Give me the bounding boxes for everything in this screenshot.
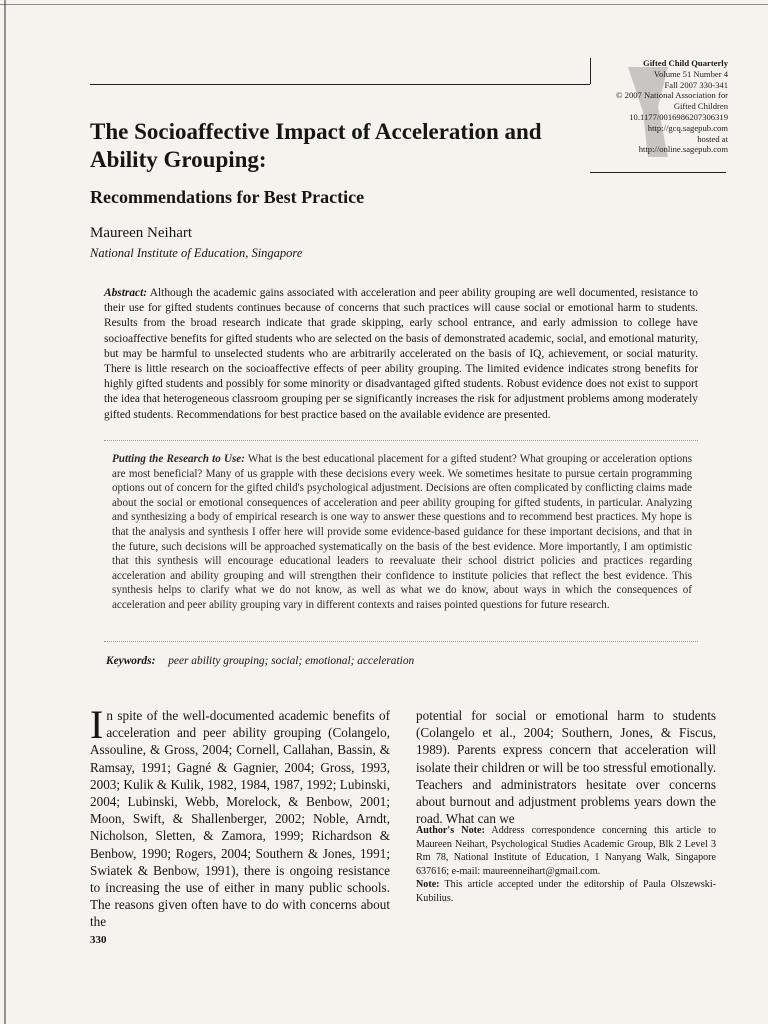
keywords: [106, 655, 414, 667]
article-subtitle: Recommendations for Best Practice: [90, 187, 365, 207]
journal-online-url[interactable]: http://online.sagepub.com: [638, 144, 728, 155]
header-rule-left: [90, 84, 590, 85]
research-to-use-text: What is the best educational placement for a gifted student? What grouping or acceleration options are most beneficial? Many of us grapple with these decisions every week. We sometimes hesitate to pursue certain programming options out of concern for the gifted child's psychological adjustment. Decisions are often complicated by conflicting claims made about the social or emotional consequences of acceleration and peer ability grouping for gifted students, in particular. Analyzing and synthesizing a body of empirical research is one way to answer these questions and to recommend best practices. My hope is that the analysis and synthesis I offer here will provide some evidence-based guidance for these important decisions, and that in the future, such decisions will be approached systematically on the basis of the best evidence. More importantly, I am optimistic that this synthesis will encourage educational leaders to reevaluate their school district policies and practices regarding acceleration and ability grouping and will strengthen their confidence to institute policies that reflect the best evidence. This synthesis helps to clarify what we do not know, as well as what we do know, about ways in which the consequences of acceleration and peer ability grouping vary in different contexts and raises pointed questions for future research.: [112, 453, 693, 611]
author-note-text: Address correspondence concerning this article to Maureen Neihart, Psychological Studies Academic Group, Blk 2 Level 3 Rm 78, National Institute of Education, 1 Nanyang Walk, Singapore 637616; e-mail: maureenneihart@gmail.com.: [416, 825, 717, 877]
note-label: Note:: [416, 879, 440, 891]
body-column-left: [90, 702, 390, 931]
header-rule-right: [590, 172, 726, 173]
journal-name: Gifted Child Quarterly: [643, 58, 728, 68]
journal-hosted: hosted at: [697, 133, 728, 144]
journal-issue: Fall 2007 330-341: [664, 79, 728, 90]
journal-copyright: © 2007 National Association for: [615, 90, 728, 101]
drop-cap: I: [90, 702, 104, 747]
author-note: [416, 824, 716, 906]
abstract: [104, 286, 698, 423]
author-affiliation: National Institute of Education, Singapore: [90, 246, 303, 260]
journal-volume: Volume 51 Number 4: [653, 68, 728, 79]
keywords-text: peer ability grouping; social; emotional; acceleration: [168, 655, 415, 667]
body-column-right: [416, 707, 716, 827]
note-text: This article accepted under the editorship of Paula Olszewski-Kubilius.: [416, 879, 717, 904]
research-to-use: [112, 452, 692, 613]
author-name: Maureen Neihart: [90, 225, 193, 241]
top-scan-line: [0, 4, 768, 5]
page-number: 330: [90, 934, 107, 946]
abstract-label: Abstract:: [104, 287, 148, 299]
journal-info: [578, 58, 728, 155]
journal-url[interactable]: http://gcq.sagepub.com: [647, 122, 728, 133]
journal-doi: 10.1177/0016986207306319: [629, 111, 728, 122]
abstract-text: Although the academic gains associated with acceleration and peer ability grouping are well documented, resistance to their use for gifted students continues because of concerns that such practices will cause social or emotional harm to students. Results from the broad research indicate that grade skipping, early school entrance, and early admission to college have socioaffective benefits for gifted students who are selected on the basis of demonstrated academic, social, and emotional maturity, but may be harmful to unselected students who are arbitrarily accelerated on the basis of IQ, achievement, or social maturity. There is little research on the socioaffective effects of peer ability grouping. The limited evidence indicates strong benefits for highly gifted students and possibly for some minority or disadvantaged gifted students. Robust evidence does not exist to support the idea that heterogeneous classroom grouping per se significantly increases the risk for adjustment problems among moderately gifted students. Recommendations for best practice based on the available evidence are presented.: [104, 287, 699, 421]
journal-org: Gifted Children: [673, 101, 728, 112]
body-text-left: n spite of the well-documented academic benefits of acceleration and peer ability grouping (Colangelo, Assouline, & Gross, 2004; Cornell, Callahan, Bassin, & Ramsay, 1991; Gagné & Gagnier, 2004; Gross, 1993, 2003; Kulik & Kulik, 1982, 1984, 1987, 1992; Lubinski, 2004; Lubinski, Webb, Morelock, & Benbow, 2001; Moon, Swift, & Shallenberger, 2002; Noble, Arndt, Nicholson, Sletten, & Zamora, 1999; Richardson & Benbow, 1990; Rogers, 2004; Southern & Jones, 1991; Swiatek & Benbow, 1991), there is ongoing resistance to increasing the use of either in many public schools. The reasons given often have to do with concerns about the: [90, 708, 390, 930]
article-title: The Socioaffective Impact of Acceleration and Ability Grouping:: [90, 119, 542, 172]
body-text-right: potential for social or emotional harm to students (Colangelo et al., 2004; Southern, Jones, & Fiscus, 1989). Parents express concern that acceleration will isolate their children or will be too stressful emotionally. Teachers and administrators hesitate over concerns about burnout and adjustment problems years down the road. What can we: [416, 708, 716, 827]
keywords-label: Keywords:: [106, 655, 156, 667]
author-note-label: Author's Note:: [416, 825, 485, 836]
page-edge-shadow: [4, 0, 6, 1024]
research-to-use-label: Putting the Research to Use:: [112, 453, 245, 465]
